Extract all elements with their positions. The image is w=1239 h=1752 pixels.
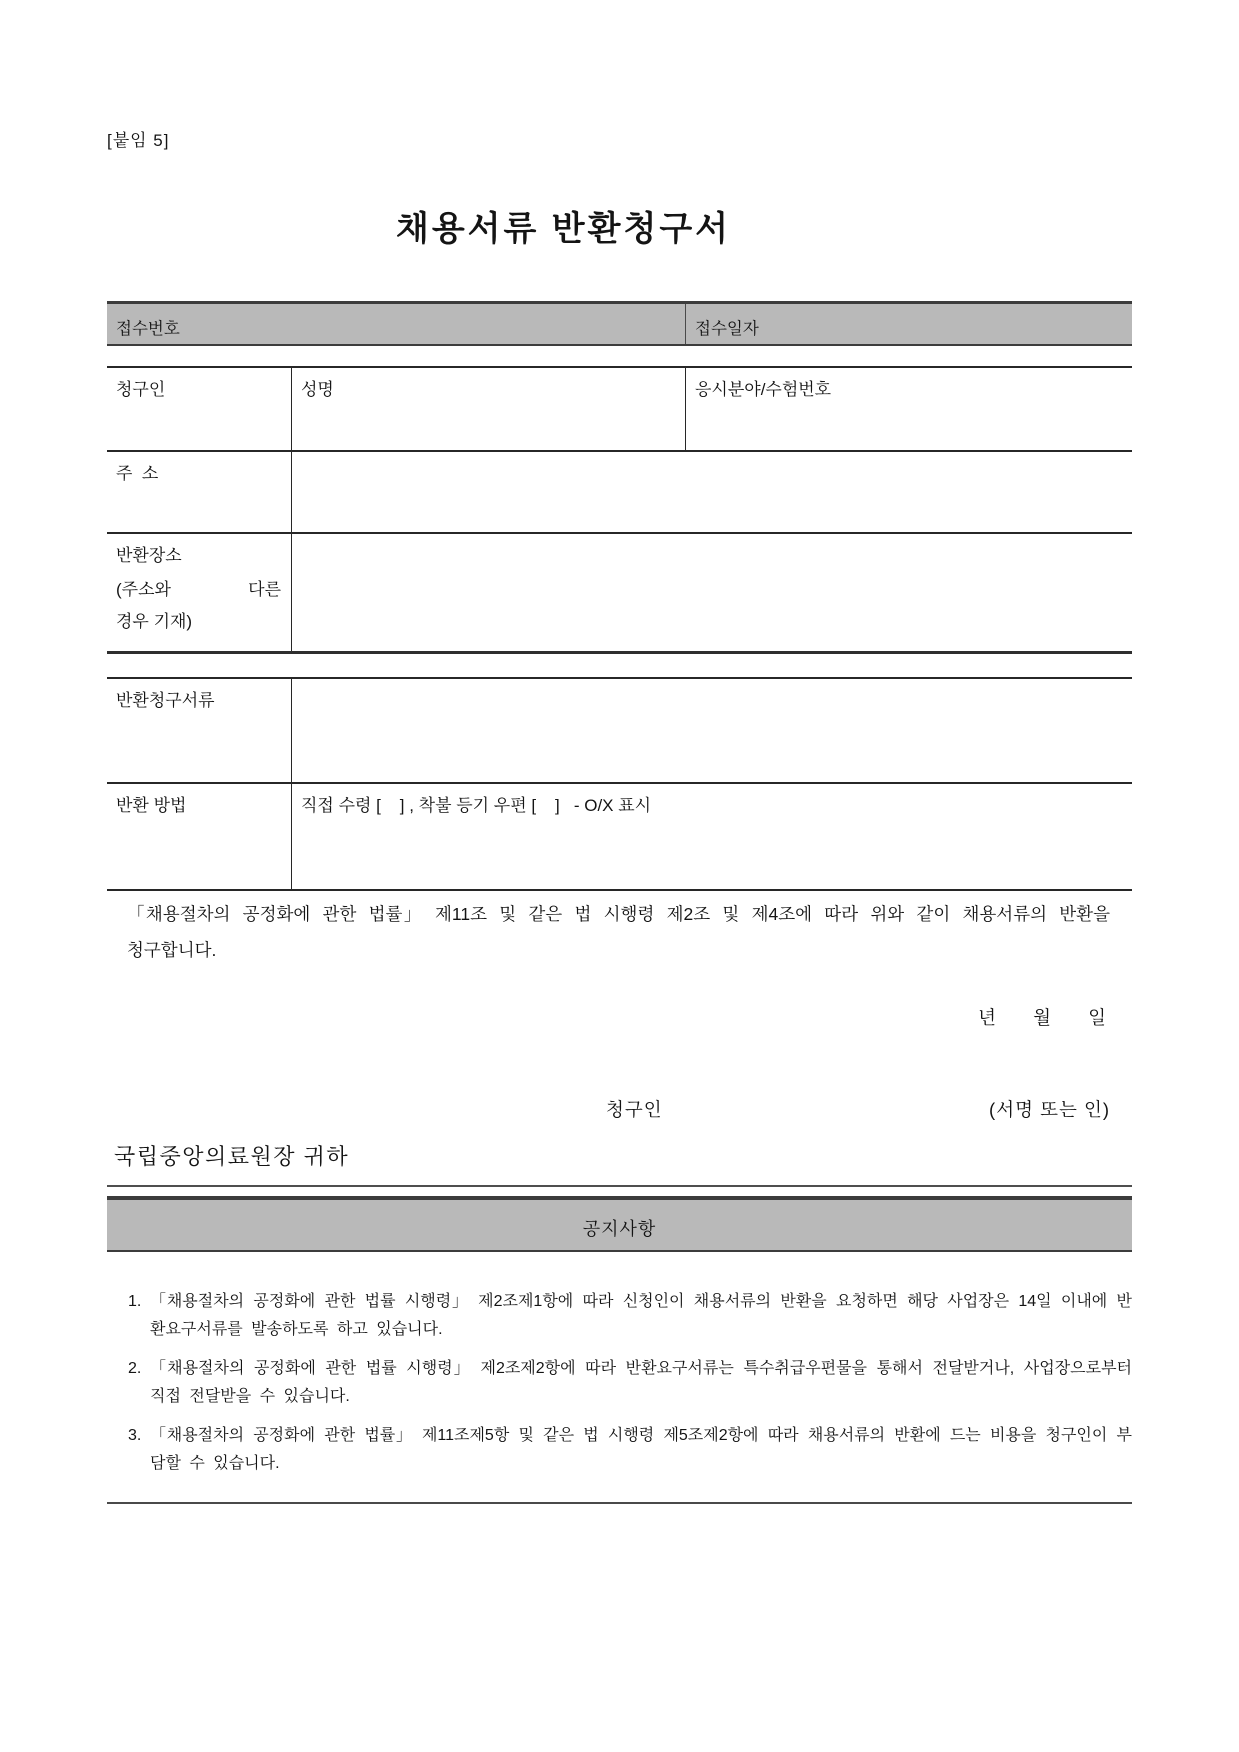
applicant-table xyxy=(107,366,1132,654)
receipt-strip xyxy=(107,301,1132,346)
claimant-label-cell: 청구인 xyxy=(107,368,292,450)
return-method-value: 직접 수령 [ ] , 착불 등기 우편 [ ] - O/X 표시 xyxy=(301,796,652,815)
signature-row xyxy=(107,1096,1132,1122)
notice-item-text: 「채용절차의 공정화에 관한 법률」 제11조제5항 및 같은 법 시행령 제5조제2항에 따라 채용서류의 반환에 드는 비용을 청구인이 부담할 수 있습니다. xyxy=(150,1427,1132,1472)
bottom-rule xyxy=(107,1502,1132,1504)
return-place-label-line1: 반환장소 xyxy=(116,546,182,565)
addressee-line: 국립중앙의료원장 귀하 xyxy=(114,1144,350,1169)
notice-list xyxy=(107,1288,1132,1489)
address-row xyxy=(107,452,1132,534)
notice-header-bar: 공지사항 xyxy=(107,1196,1132,1252)
notice-item-number: 1. xyxy=(128,1293,142,1310)
request-table xyxy=(107,677,1132,891)
return-documents-label-cell: 반환청구서류 xyxy=(107,679,292,782)
claimant-row xyxy=(107,368,1132,452)
return-method-row xyxy=(107,784,1132,891)
name-cell: 성명 xyxy=(292,368,686,450)
notice-item-text: 「채용절차의 공정화에 관한 법률 시행령」 제2조제1항에 따라 신청인이 채용서류의 반환을 요청하면 해당 사업장은 14일 이내에 반환요구서류를 발송하도록 하고 있습니다. xyxy=(150,1293,1132,1338)
return-place-label-line3: 경우 기재) xyxy=(116,612,193,631)
return-documents-value-area xyxy=(292,679,1132,782)
signature-claimant-label: 청구인 xyxy=(606,1099,663,1120)
receipt-date-cell xyxy=(686,304,1132,344)
return-place-row xyxy=(107,534,1132,654)
return-documents-row xyxy=(107,679,1132,784)
notice-item-1 xyxy=(107,1288,1132,1344)
document-title: 채용서류 반환청구서 xyxy=(395,210,732,248)
attachment-label: [붙임 5] xyxy=(107,131,170,150)
notice-item-number: 2. xyxy=(128,1360,142,1377)
exam-field-cell: 응시분야/수험번호 xyxy=(695,380,832,399)
notice-item-2 xyxy=(107,1355,1132,1411)
rule-above-notice xyxy=(107,1185,1132,1187)
receipt-number-label: 접수번호 xyxy=(116,320,180,338)
notice-item-text: 「채용절차의 공정화에 관한 법률 시행령」 제2조제2항에 따라 반환요구서류는 특수취급우편물을 통해서 전달받거나, 사업장으로부터 직접 전달받을 수 있습니다. xyxy=(150,1360,1132,1405)
declaration-paragraph: 「채용절차의 공정화에 관한 법률」 제11조 및 같은 법 시행령 제2조 및 제4조에 따라 위와 같이 채용서류의 반환을 청구합니다. xyxy=(127,904,1110,960)
address-value-area xyxy=(292,452,1132,532)
receipt-date-label: 접수일자 xyxy=(695,320,759,338)
address-label-cell: 주 소 xyxy=(107,452,292,532)
notice-item-number: 3. xyxy=(128,1427,142,1444)
receipt-number-cell xyxy=(107,304,686,344)
return-place-value-area xyxy=(292,534,1132,651)
notice-item-3 xyxy=(107,1422,1132,1478)
return-method-label-cell: 반환 방법 xyxy=(107,784,292,889)
signature-note: (서명 또는 인) xyxy=(989,1099,1110,1120)
return-place-label-cell xyxy=(107,534,292,651)
return-place-label-line2 xyxy=(116,575,281,600)
return-place-line2-left: (주소와 xyxy=(116,580,171,599)
date-line: 년 월 일 xyxy=(978,1007,1106,1028)
return-place-line2-right: 다른 xyxy=(248,580,281,599)
